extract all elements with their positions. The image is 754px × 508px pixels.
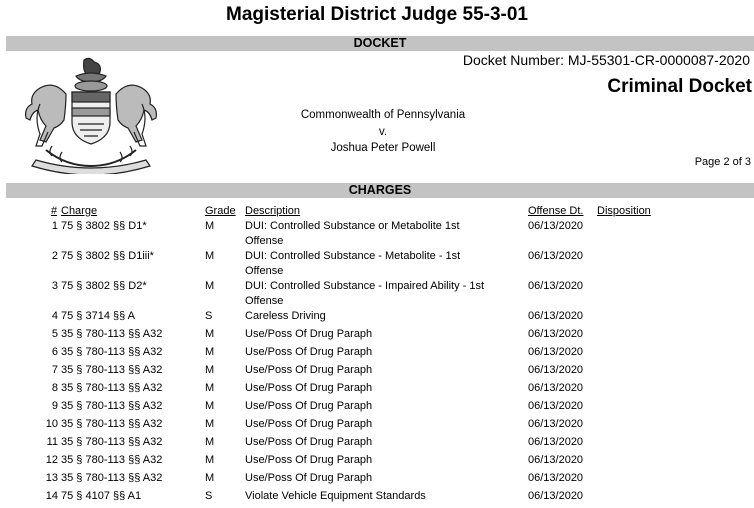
charge-statute: 35 § 780-113 §§ A32: [61, 418, 163, 430]
charge-statute: 35 § 780-113 §§ A32: [61, 454, 163, 466]
charge-statute: 35 § 780-113 §§ A32: [61, 346, 163, 358]
charge-grade: M: [205, 418, 215, 430]
offense-date: 06/13/2020: [528, 280, 584, 292]
charge-description: Use/Poss Of Drug Paraph: [245, 346, 373, 358]
offense-date: 06/13/2020: [528, 382, 584, 394]
charge-description: DUI: Controlled Substance - Metabolite - 1st: [245, 250, 461, 262]
charge-statute: 75 § 3802 §§ D2*: [61, 280, 147, 292]
charge-number: 5: [51, 328, 58, 340]
docket-number: Docket Number: MJ-55301-CR-0000087-2020: [462, 52, 750, 68]
charge-description: Use/Poss Of Drug Paraph: [245, 436, 373, 448]
charge-number: 10: [45, 418, 58, 430]
charge-statute: 75 § 3802 §§ D1*: [61, 220, 147, 232]
docket-type: Criminal Docket: [607, 76, 752, 97]
charge-statute: 35 § 780-113 §§ A32: [61, 364, 163, 376]
offense-date: 06/13/2020: [528, 310, 584, 322]
charge-number: 11: [46, 436, 58, 448]
charge-number: 3: [51, 280, 58, 292]
charge-grade: M: [205, 250, 215, 262]
charge-statute: 35 § 780-113 §§ A32: [61, 400, 163, 412]
charge-grade: M: [205, 472, 215, 484]
docket-bar: DOCKET: [6, 36, 754, 51]
charge-number: 14: [45, 490, 58, 502]
offense-date: 06/13/2020: [528, 364, 584, 376]
charge-grade: M: [205, 400, 215, 412]
charge-description-continued: Offense: [245, 265, 284, 277]
charge-statute: 35 § 780-113 §§ A32: [61, 382, 163, 394]
charge-number: 1: [51, 220, 58, 232]
offense-date: 06/13/2020: [528, 250, 584, 262]
col-header-disposition: Disposition: [597, 205, 651, 217]
charge-number: 6: [51, 346, 58, 358]
col-header-offense-date: Offense Dt.: [528, 205, 584, 217]
col-header-description: Description: [245, 205, 301, 217]
offense-date: 06/13/2020: [528, 328, 584, 340]
col-header-grade: Grade: [205, 205, 236, 217]
page-number: Page 2 of 3: [694, 156, 751, 168]
charge-grade: M: [205, 346, 215, 358]
offense-date: 06/13/2020: [528, 454, 584, 466]
charge-grade: S: [205, 490, 213, 502]
charge-description: Careless Driving: [245, 310, 326, 322]
offense-date: 06/13/2020: [528, 472, 584, 484]
charge-number: 8: [51, 382, 58, 394]
offense-date: 06/13/2020: [528, 418, 584, 430]
charge-number: 4: [51, 310, 58, 322]
caption-versus: v.: [378, 126, 388, 138]
charge-description: Use/Poss Of Drug Paraph: [245, 382, 373, 394]
charge-number: 9: [51, 400, 58, 412]
charge-description: DUI: Controlled Substance - Impaired Ability - 1st: [245, 280, 485, 292]
charge-grade: M: [205, 454, 215, 466]
charge-number: 7: [51, 364, 58, 376]
charge-description: Use/Poss Of Drug Paraph: [245, 454, 373, 466]
charge-grade: M: [205, 382, 215, 394]
offense-date: 06/13/2020: [528, 490, 584, 502]
col-header-num: #: [51, 205, 58, 217]
charge-number: 13: [45, 472, 58, 484]
charge-description-continued: Offense: [245, 235, 284, 247]
charges-bar: CHARGES: [6, 183, 754, 198]
charge-statute: 35 § 780-113 §§ A32: [61, 436, 163, 448]
charge-grade: S: [205, 310, 213, 322]
charge-statute: 75 § 3714 §§ A: [61, 310, 136, 322]
charge-statute: 35 § 780-113 §§ A32: [61, 328, 163, 340]
charge-grade: M: [205, 364, 215, 376]
charge-number: 12: [45, 454, 58, 466]
charge-description: Use/Poss Of Drug Paraph: [245, 418, 373, 430]
charge-description: DUI: Controlled Substance or Metabolite 1st: [245, 220, 460, 232]
charge-number: 2: [51, 250, 58, 262]
offense-date: 06/13/2020: [528, 346, 584, 358]
charge-statute: 75 § 3802 §§ D1iii*: [61, 250, 154, 262]
caption-defendant: Joshua Peter Powell: [330, 142, 436, 154]
charge-grade: M: [205, 328, 215, 340]
charge-description: Use/Poss Of Drug Paraph: [245, 364, 373, 376]
caption-plaintiff: Commonwealth of Pennsylvania: [300, 109, 466, 121]
charge-description: Use/Poss Of Drug Paraph: [245, 328, 373, 340]
offense-date: 06/13/2020: [528, 400, 584, 412]
offense-date: 06/13/2020: [528, 436, 584, 448]
charge-grade: M: [205, 280, 215, 292]
charge-statute: 35 § 780-113 §§ A32: [61, 472, 163, 484]
charge-statute: 75 § 4107 §§ A1: [61, 490, 142, 502]
charge-description: Use/Poss Of Drug Paraph: [245, 400, 373, 412]
col-header-charge: Charge: [61, 205, 98, 217]
charge-grade: M: [205, 220, 215, 232]
court-title: Magisterial District Judge 55-3-01: [226, 4, 528, 25]
charge-description-continued: Offense: [245, 295, 284, 307]
pennsylvania-coat-of-arms-icon: [6, 54, 176, 174]
offense-date: 06/13/2020: [528, 220, 584, 232]
charge-description: Violate Vehicle Equipment Standards: [245, 490, 426, 502]
charge-description: Use/Poss Of Drug Paraph: [245, 472, 373, 484]
charge-grade: M: [205, 436, 215, 448]
